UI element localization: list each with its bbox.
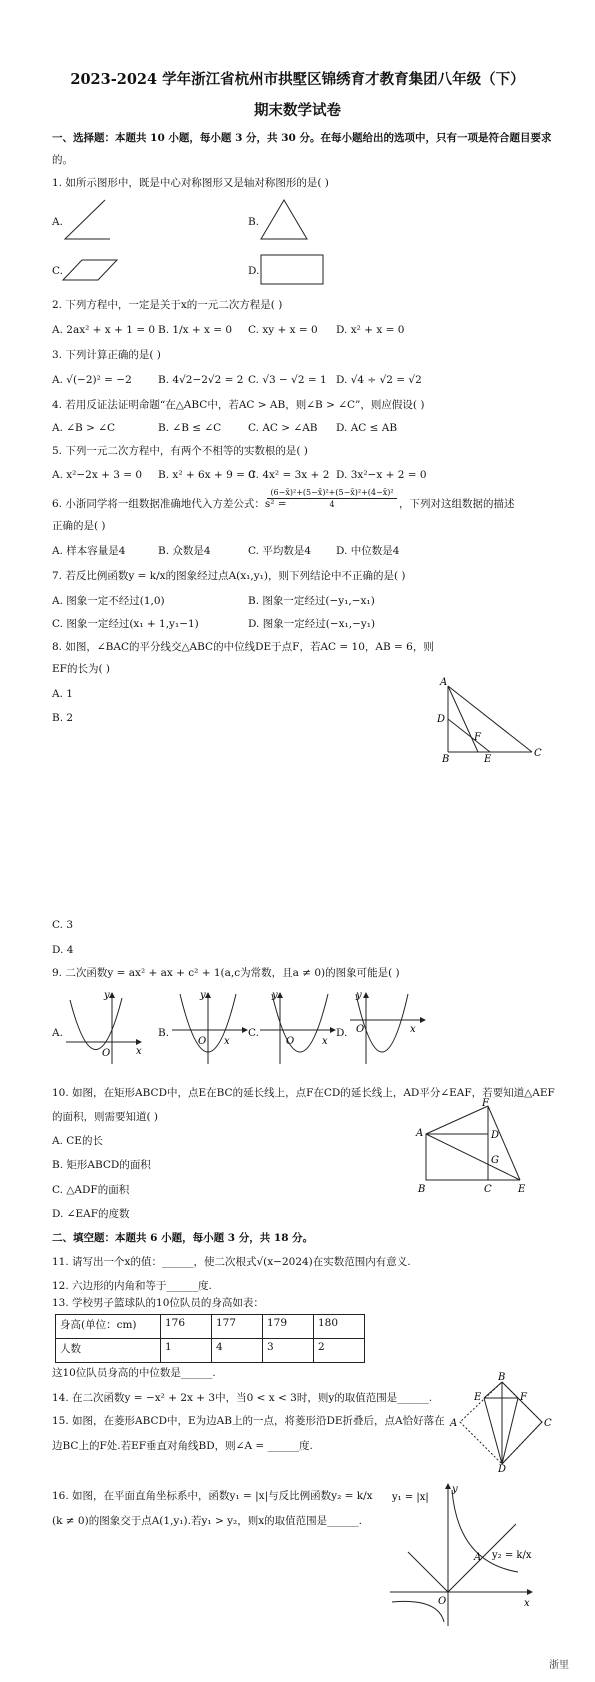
- q9-stem: 9. 二次函数y = ax² + ax + c² + 1(a,c为常数，且a ≠ 0)的图象可能是( ): [52, 967, 400, 979]
- q8-label-d: D: [437, 714, 446, 725]
- q4-option-b: B. ∠B ≤ ∠C: [158, 422, 222, 434]
- q9-option-a: A.: [52, 1027, 63, 1039]
- q7-stem: 7. 若反比例函数y = k/x的图象经过点A(x₁,y₁)，则下列结论中不正确的是( ): [52, 570, 406, 582]
- q8-label-c: C: [534, 748, 542, 759]
- q6-stem-line2: 正确的是( ): [52, 520, 106, 532]
- q7-option-b: B. 图象一定经过(−y₁,−x₁): [248, 595, 375, 607]
- q1-figure-parallelogram: [60, 256, 120, 284]
- q8-label-b: B: [442, 754, 450, 765]
- q10-stem-line1: 10. 如图，在矩形ABCD中，点E在BC的延长线上，点F在CD的延长线上，AD平分∠EAF，若要知道△AEF: [52, 1087, 555, 1099]
- q6-formula-denominator: 4: [329, 500, 335, 509]
- q1-figure-triangle: [258, 196, 310, 242]
- q8-option-a: A. 1: [52, 688, 73, 700]
- q6-option-b: B. 众数是4: [158, 545, 211, 557]
- q4-option-d: D. AC ≤ AB: [336, 422, 398, 434]
- table-cell: 177: [212, 1315, 263, 1339]
- q3-stem: 3. 下列计算正确的是( ): [52, 349, 161, 361]
- q12-stem: 12. 六边形的内角和等于______度.: [52, 1280, 212, 1292]
- q7-option-c: C. 图象一定经过(x₁ + 1,y₁−1): [52, 618, 199, 630]
- q9-option-c: C.: [248, 1027, 259, 1039]
- q8-stem-line1: 8. 如图，∠BAC的平分线交△ABC的中位线DE于点F，若AC = 10，AB = 6，则: [52, 641, 434, 653]
- q3-option-b: B. 4√2−2√2 = 2: [158, 374, 244, 386]
- q15-stem-line1: 15. 如图，在菱形ABCD中，E为边AB上的一点，将菱形沿DE折叠后，点A恰好落在: [52, 1415, 445, 1427]
- q5-option-d: D. 3x²−x + 2 = 0: [336, 469, 427, 481]
- q2-stem: 2. 下列方程中，一定是关于x的一元二次方程是( ): [52, 299, 283, 311]
- q5-option-c: C. 4x² = 3x + 2: [248, 469, 330, 481]
- q8-option-b: B. 2: [52, 712, 74, 724]
- q3-option-a: A. √(−2)² = −2: [52, 374, 132, 386]
- q9d-x-label: x: [410, 1024, 416, 1035]
- footer-watermark: 浙里: [549, 1660, 569, 1671]
- table-cell: 176: [161, 1315, 212, 1339]
- q15-label-e: E: [474, 1392, 482, 1403]
- section1-heading: 一、选择题：本题共 10 小题，每小题 3 分，共 30 分。在每小题给出的选项中，只有一项是符合题目要求: [52, 132, 552, 144]
- table-cell: 179: [263, 1315, 314, 1339]
- q9-graph-d: [348, 990, 428, 1066]
- q11-stem: 11. 请写出一个x的值：______，使二次根式√(x−2024)在实数范围内有意义.: [52, 1256, 411, 1268]
- q2-option-c: C. xy + x = 0: [248, 324, 318, 336]
- q10-label-f: F: [482, 1098, 489, 1109]
- q15-label-f: F: [520, 1392, 527, 1403]
- q10-label-e: E: [518, 1184, 526, 1195]
- q9a-y-label: y: [104, 990, 110, 1001]
- q9a-origin: O: [102, 1048, 111, 1059]
- q10-option-d: D. ∠EAF的度数: [52, 1208, 130, 1220]
- q5-option-a: A. x²−2x + 3 = 0: [52, 469, 143, 481]
- q16-label-y2: y₂ = k/x: [492, 1550, 532, 1561]
- q2-option-d: D. x² + x = 0: [336, 324, 405, 336]
- q5-stem: 5. 下列一元二次方程中，有两个不相等的实数根的是( ): [52, 445, 308, 457]
- q9-graph-b: [170, 990, 250, 1066]
- table-row: [56, 1315, 365, 1339]
- q2-option-b: B. 1/x + x = 0: [158, 324, 233, 336]
- table-cell: 180: [314, 1315, 365, 1339]
- table-cell: 1: [161, 1339, 212, 1363]
- q16-y-axis-label: y: [452, 1484, 458, 1495]
- q7-option-a: A. 图象一定不经过(1,0): [52, 595, 165, 607]
- q13-question: 这10位队员身高的中位数是______.: [52, 1367, 216, 1379]
- table-cell: 人数: [56, 1339, 161, 1363]
- q16-point-a: A: [474, 1552, 482, 1563]
- q8-stem-line2: EF的长为( ): [52, 663, 110, 675]
- q9c-y-label: y: [272, 990, 278, 1001]
- table-cell: 2: [314, 1339, 365, 1363]
- q8-option-d: D. 4: [52, 944, 74, 956]
- q1-figure-angle: [60, 196, 120, 242]
- q16-x-axis-label: x: [524, 1598, 530, 1609]
- q1-figure-rectangle: [260, 254, 326, 286]
- q14-stem: 14. 在二次函数y = −x² + 2x + 3中，当0 < x < 3时，则y的取值范围是______.: [52, 1392, 433, 1404]
- q10-label-b: B: [418, 1184, 426, 1195]
- q15-label-a: A: [450, 1418, 458, 1429]
- q9a-x-label: x: [136, 1046, 142, 1057]
- q8-option-c: C. 3: [52, 919, 74, 931]
- q9b-origin: O: [198, 1036, 207, 1047]
- table-cell: 4: [212, 1339, 263, 1363]
- q9c-origin: O: [286, 1036, 295, 1047]
- q9b-y-label: y: [200, 990, 206, 1001]
- q1-option-d: D.: [248, 265, 260, 277]
- q15-stem-line2: 边BC上的F处.若EF垂直对角线BD，则∠A = ______度.: [52, 1440, 313, 1452]
- q16-graph: [388, 1480, 538, 1630]
- table-row: [56, 1339, 365, 1363]
- q16-origin: O: [438, 1596, 447, 1607]
- q9d-origin: O: [356, 1024, 365, 1035]
- q13-stem: 13. 学校男子篮球队的10位队员的身高如表：: [52, 1297, 264, 1309]
- q16-stem-line1: 16. 如图，在平面直角坐标系中，函数y₁ = |x|与反比例函数y₂ = k/x: [52, 1490, 373, 1502]
- q9c-x-label: x: [322, 1036, 328, 1047]
- q8-label-e: E: [484, 754, 492, 765]
- q8-label-f: F: [474, 732, 481, 743]
- q2-option-a: A. 2ax² + x + 1 = 0: [52, 324, 156, 336]
- exam-title-line2: 期末数学试卷: [254, 102, 341, 119]
- q7-option-d: D. 图象一定经过(−x₁,−y₁): [248, 618, 376, 630]
- q10-option-c: C. △ADF的面积: [52, 1184, 130, 1196]
- q1-option-c: C.: [52, 265, 63, 277]
- q8-triangle-figure: [432, 676, 550, 765]
- q13-height-table: [55, 1314, 365, 1363]
- q4-option-a: A. ∠B > ∠C: [52, 422, 116, 434]
- q15-label-b: B: [498, 1372, 506, 1383]
- exam-title-line1: 2023-2024 学年浙江省杭州市拱墅区锦绣育才教育集团八年级（下）: [70, 71, 525, 88]
- q6-option-d: D. 中位数是4: [336, 545, 400, 557]
- q16-stem-line2: (k ≠ 0)的图象交于点A(1,y₁).若y₁ > y₂，则x的取值范围是______.: [52, 1515, 362, 1527]
- q4-option-c: C. AC > ∠AB: [248, 422, 318, 434]
- q9-graph-c: [258, 990, 338, 1066]
- q6-stem-end: ，下列对这组数据的描述: [399, 498, 515, 510]
- q10-option-a: A. CE的长: [52, 1135, 103, 1147]
- q1-option-b: B.: [248, 216, 260, 228]
- q10-label-g: G: [491, 1155, 499, 1166]
- q15-label-c: C: [544, 1418, 552, 1429]
- q15-rhombus-figure: [440, 1372, 552, 1475]
- section2-heading: 二、填空题：本题共 6 小题，每小题 3 分，共 18 分。: [52, 1232, 314, 1244]
- q10-label-a: A: [416, 1128, 424, 1139]
- q9-option-b: B.: [158, 1027, 170, 1039]
- q16-label-y1: y₁ = |x|: [392, 1492, 429, 1503]
- q10-stem-line2: 的面积，则需要知道( ): [52, 1111, 159, 1123]
- table-cell: 身高(单位：cm): [56, 1315, 161, 1339]
- q3-option-c: C. √3 − √2 = 1: [248, 374, 327, 386]
- q8-label-a: A: [440, 677, 448, 688]
- table-cell: 3: [263, 1339, 314, 1363]
- q10-label-c: C: [484, 1184, 492, 1195]
- q6-option-c: C. 平均数是4: [248, 545, 312, 557]
- q4-stem: 4. 若用反证法证明命题“在△ABC中，若AC > AB，则∠B > ∠C”，则应假设( ): [52, 399, 425, 411]
- q6-stem-start: 6. 小浙同学将一组数据准确地代入方差公式：s² =: [52, 498, 287, 510]
- section1-heading-cont: 的。: [52, 154, 73, 166]
- q5-option-b: B. x² + 6x + 9 = 0: [158, 469, 255, 481]
- q10-label-d: D: [491, 1130, 500, 1141]
- q6-option-a: A. 样本容量是4: [52, 545, 126, 557]
- q3-option-d: D. √4 ÷ √2 = √2: [336, 374, 422, 386]
- q1-stem: 1. 如所示图形中，既是中心对称图形又是轴对称图形的是( ): [52, 177, 329, 189]
- q9d-y-label: y: [356, 990, 362, 1001]
- q15-label-d: D: [498, 1464, 507, 1475]
- q9-graph-a: [64, 990, 144, 1066]
- q9-option-d: D.: [336, 1027, 348, 1039]
- q10-option-b: B. 矩形ABCD的面积: [52, 1159, 151, 1171]
- q9b-x-label: x: [224, 1036, 230, 1047]
- q10-rectangle-figure: [414, 1098, 534, 1194]
- q6-formula-numerator: (6−x̄)²+(5−x̄)²+(5−x̄)²+(4−x̄)²: [267, 488, 397, 499]
- q1-option-a: A.: [52, 216, 63, 228]
